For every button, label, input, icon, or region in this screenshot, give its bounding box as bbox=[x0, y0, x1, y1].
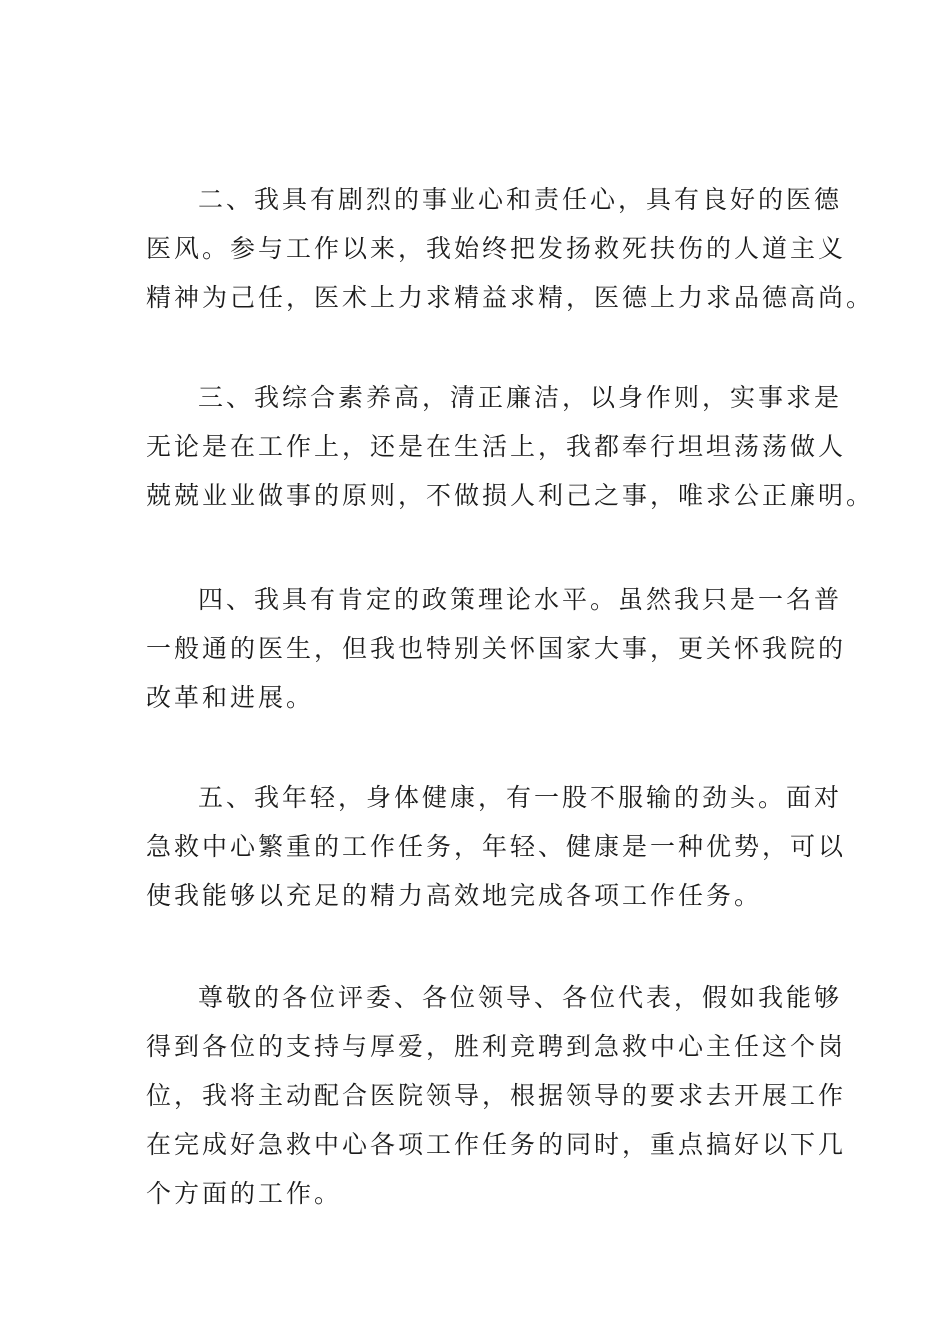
paragraph-2 bbox=[146, 175, 875, 322]
paragraph-line: 一般通的医生，但我也特别关怀国家大事，更关怀我院的 bbox=[146, 634, 847, 663]
paragraph-line: 无论是在工作上，还是在生活上，我都奉行坦坦荡荡做人 bbox=[146, 432, 847, 461]
paragraph-line: 个方面的工作。 bbox=[146, 1179, 343, 1208]
paragraph-line: 四、我具有肯定的政策理论水平。虽然我只是一名普 bbox=[198, 585, 843, 614]
paragraph-line: 急救中心繁重的工作任务，年轻、健康是一种优势，可以 bbox=[146, 832, 847, 861]
paragraph-line: 医风。参与工作以来，我始终把发扬救死扶伤的人道主义 bbox=[146, 234, 847, 263]
paragraph-line: 在完成好急救中心各项工作任务的同时，重点搞好以下几 bbox=[146, 1130, 847, 1159]
paragraph-line: 得到各位的支持与厚爱，胜利竞聘到急救中心主任这个岗 bbox=[146, 1032, 847, 1061]
paragraph-5 bbox=[146, 773, 847, 920]
paragraph-line: 二、我具有剧烈的事业心和责任心，具有良好的医德 bbox=[198, 185, 843, 214]
paragraph-line: 改革和进展。 bbox=[146, 683, 315, 712]
paragraph-3 bbox=[146, 373, 875, 520]
paragraph-closing bbox=[146, 973, 847, 1218]
paragraph-line: 兢兢业业做事的原则，不做损人利己之事，唯求公正廉明。 bbox=[146, 481, 875, 510]
paragraph-line: 精神为己任，医术上力求精益求精，医德上力求品德高尚。 bbox=[146, 283, 875, 312]
paragraph-line: 使我能够以充足的精力高效地完成各项工作任务。 bbox=[146, 881, 763, 910]
paragraph-line: 三、我综合素养高，清正廉洁，以身作则，实事求是 bbox=[198, 383, 843, 412]
paragraph-line: 五、我年轻，身体健康，有一股不服输的劲头。面对 bbox=[198, 783, 843, 812]
paragraph-line: 尊敬的各位评委、各位领导、各位代表，假如我能够 bbox=[198, 983, 843, 1012]
paragraph-4 bbox=[146, 575, 847, 722]
paragraph-line: 位，我将主动配合医院领导，根据领导的要求去开展工作 bbox=[146, 1081, 847, 1110]
